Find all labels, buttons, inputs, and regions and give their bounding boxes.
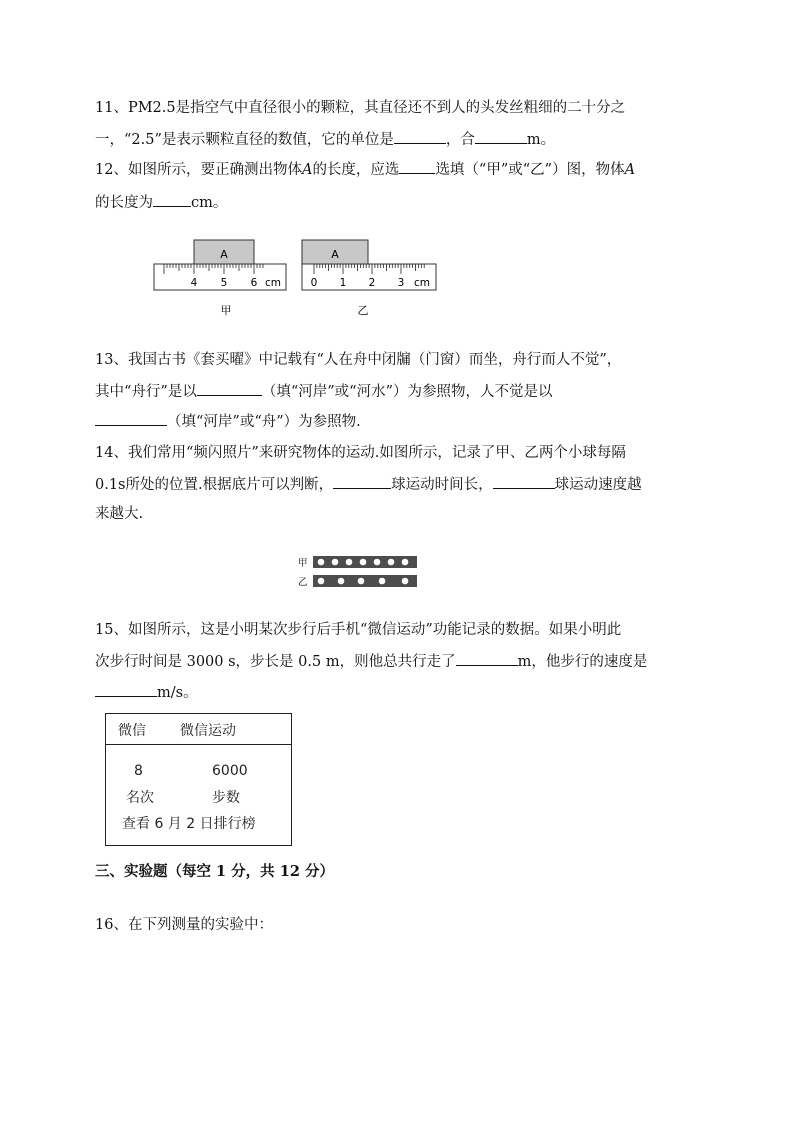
q12-text-a: 12、如图所示，要正确测出物体 bbox=[95, 162, 302, 178]
q12-text-b: 的长度，应选 bbox=[312, 162, 400, 178]
q11-text-b: ，合 bbox=[445, 132, 475, 148]
strobe-ball-jia bbox=[360, 559, 367, 566]
ruler-jia-tick-5: 5 bbox=[220, 277, 228, 289]
q14-line2 bbox=[95, 473, 642, 495]
q12-text-c: 选填（“甲”或“乙”）图，物体 bbox=[435, 162, 625, 178]
ruler-jia-tick-4: 4 bbox=[190, 277, 198, 289]
wechat-sport-header bbox=[106, 714, 291, 745]
ruler-jia-unit: cm bbox=[264, 277, 282, 289]
q15-text-c: m/s。 bbox=[157, 685, 198, 701]
ruler-yi-unit: cm bbox=[413, 277, 431, 289]
q12-text-d: 的长度为 bbox=[95, 195, 153, 211]
q12-blank-1[interactable] bbox=[399, 158, 435, 174]
ruler-figure bbox=[150, 236, 440, 321]
q12-var-a: A bbox=[301, 162, 313, 178]
rank-value: 8 bbox=[134, 763, 143, 779]
steps-label: 步数 bbox=[212, 790, 240, 806]
q13-text-b: （填“河岸”或“河水”）为参照物，人不觉是以 bbox=[261, 384, 553, 400]
q13-line1: 13、我国古书《套买曜》中记载有“人在舟中闭牖（门窗）而坐，舟行而人不觉”， bbox=[95, 352, 622, 368]
wechat-sport-card bbox=[105, 713, 292, 846]
strobe-ball-yi bbox=[318, 578, 325, 585]
ruler-jia-block-label: A bbox=[220, 248, 228, 261]
strobe-ball-jia bbox=[332, 559, 339, 566]
q12-line2 bbox=[95, 191, 227, 213]
strobe-ball-yi bbox=[338, 578, 345, 585]
q11-text-c: m。 bbox=[526, 132, 556, 148]
wechat-tab: 微信 bbox=[118, 723, 146, 739]
q13-blank-1[interactable] bbox=[197, 380, 262, 396]
q11-line1: 11、PM2.5是指空气中直径很小的颗粒，其直径还不到人的头发丝粗细的二十分之 bbox=[95, 100, 626, 116]
q16-line1: 16、在下列测量的实验中： bbox=[95, 917, 273, 933]
strobe-label-jia: 甲 bbox=[298, 558, 308, 569]
ruler-jia-caption: 甲 bbox=[220, 304, 232, 317]
q14-line3: 来越大. bbox=[95, 506, 144, 522]
q13-text-c: （填“河岸”或“舟”）为参照物. bbox=[167, 414, 361, 430]
strobe-ball-jia bbox=[346, 559, 353, 566]
q12-blank-2[interactable] bbox=[153, 191, 191, 207]
q15-text-a: 次步行时间是 3000 s，步长是 0.5 m，则他总共行走了 bbox=[95, 654, 456, 670]
strobe-ball-jia bbox=[318, 559, 325, 566]
ruler-yi-tick-1: 1 bbox=[339, 277, 347, 289]
rank-label: 名次 bbox=[126, 790, 154, 806]
q11-blank-2[interactable] bbox=[475, 128, 527, 144]
q15-line1: 15、如图所示，这是小明某次步行后手机“微信运动”功能记录的数据。如果小明此 bbox=[95, 622, 622, 638]
ruler-yi-block-label: A bbox=[331, 248, 339, 261]
strobe-ball-yi bbox=[379, 578, 386, 585]
q15-blank-2[interactable] bbox=[95, 681, 157, 697]
ruler-yi-tick-0: 0 bbox=[310, 277, 318, 289]
q15-text-b: m，他步行的速度是 bbox=[517, 654, 648, 670]
wechat-sport-tab: 微信运动 bbox=[180, 723, 236, 739]
ruler-jia bbox=[154, 240, 286, 317]
strobe-figure bbox=[295, 553, 420, 589]
q11-blank-1[interactable] bbox=[394, 128, 446, 144]
q14-line1: 14、我们常用“频闪照片”来研究物体的运动.如图所示，记录了甲、乙两个小球每隔 bbox=[95, 445, 626, 461]
q15-line3 bbox=[95, 681, 198, 703]
strobe-ball-yi bbox=[358, 578, 365, 585]
strobe-ball-jia bbox=[402, 559, 409, 566]
q12-var-a2: A bbox=[624, 162, 636, 178]
q14-text-a: 0.1s所处的位置.根据底片可以判断， bbox=[95, 477, 334, 493]
leaderboard-link[interactable]: 查看 6 月 2 日排行榜 bbox=[122, 816, 256, 832]
strobe-ball-yi bbox=[402, 578, 409, 585]
q13-line3 bbox=[95, 410, 361, 432]
ruler-yi-tick-3: 3 bbox=[397, 277, 405, 289]
q13-text-a: 其中“舟行”是以 bbox=[95, 384, 197, 400]
q11-line2 bbox=[95, 128, 555, 150]
q11-text-a: 一，“2.5”是表示颗粒直径的数值，它的单位是 bbox=[95, 132, 394, 148]
section3-title: 三、实验题（每空 1 分，共 12 分） bbox=[95, 863, 334, 880]
q14-blank-2[interactable] bbox=[493, 473, 555, 489]
q15-line2 bbox=[95, 650, 647, 672]
q14-text-b: 球运动时间长， bbox=[391, 477, 493, 493]
q15-blank-1[interactable] bbox=[456, 650, 518, 666]
q13-blank-2[interactable] bbox=[95, 410, 167, 426]
q12-text-e: cm。 bbox=[191, 195, 228, 211]
ruler-yi-caption: 乙 bbox=[357, 304, 369, 317]
q14-blank-1[interactable] bbox=[333, 473, 391, 489]
q14-text-c: 球运动速度越 bbox=[554, 477, 642, 493]
q12-line1 bbox=[95, 158, 635, 180]
q13-line2 bbox=[95, 380, 552, 402]
ruler-yi-tick-2: 2 bbox=[368, 277, 376, 289]
strobe-ball-jia bbox=[388, 559, 395, 566]
steps-value: 6000 bbox=[212, 763, 248, 779]
strobe-ball-jia bbox=[374, 559, 381, 566]
ruler-yi bbox=[302, 240, 436, 317]
strobe-label-yi: 乙 bbox=[298, 577, 308, 588]
ruler-jia-tick-6: 6 bbox=[250, 277, 258, 289]
strobe-strip-yi bbox=[313, 575, 417, 587]
